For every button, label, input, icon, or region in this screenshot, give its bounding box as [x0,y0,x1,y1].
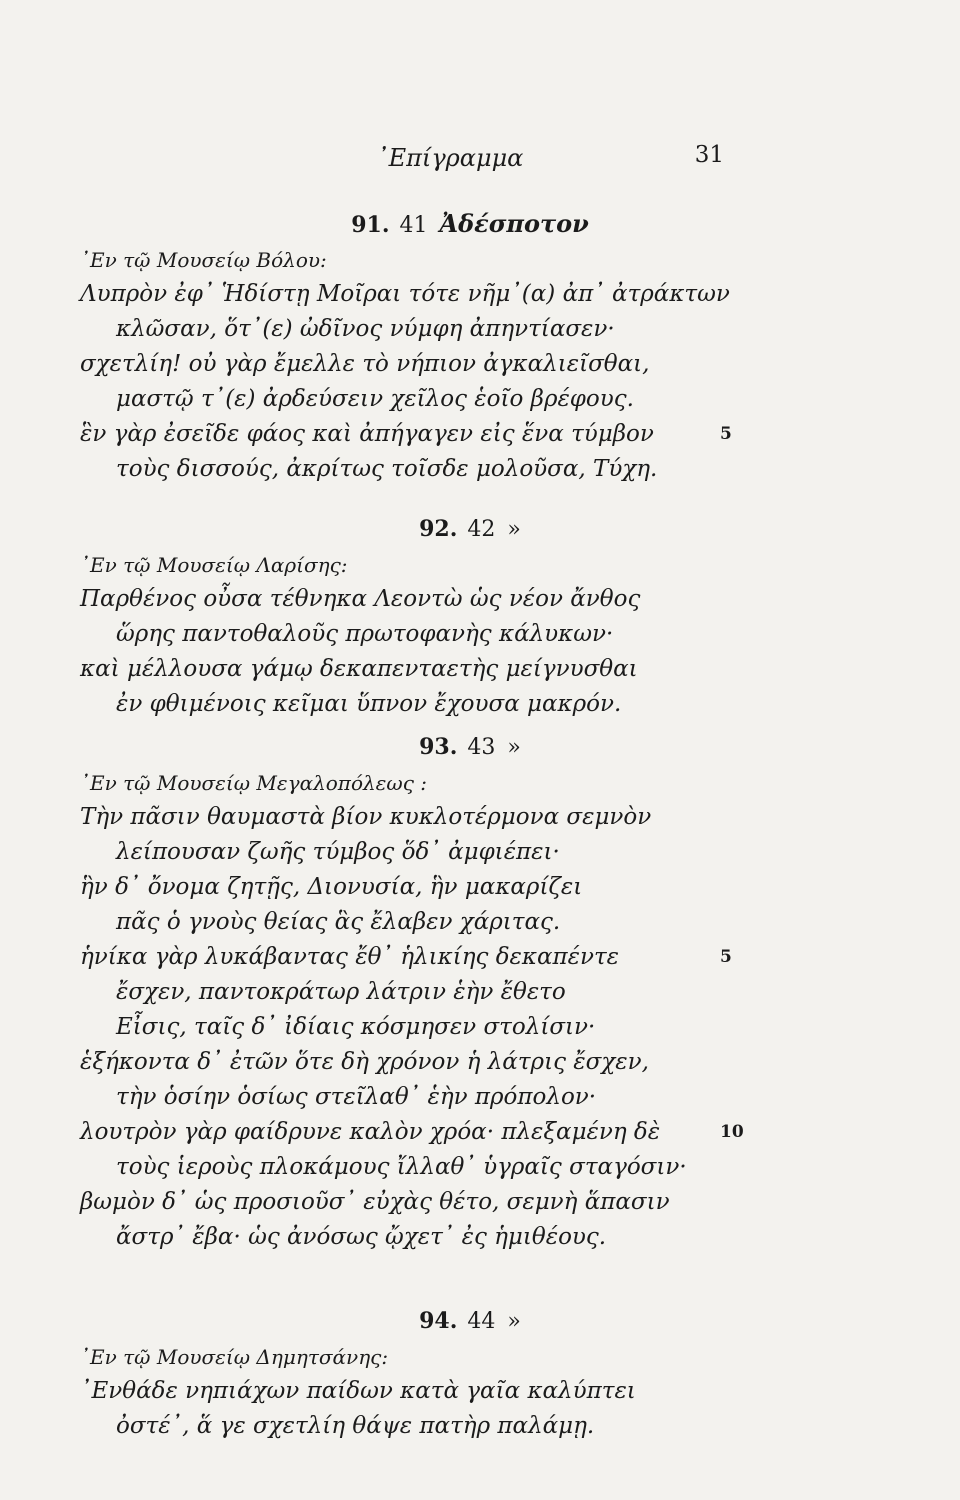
epigram-number: 91. [351,212,390,238]
verse-text: Παρθένος οὖσα τέθνηκα Λεοντὼ ὡς νέον ἄνθος [80,586,641,612]
verse-text: ὥρης παντοθαλοῦς πρωτοφανὴς κάλυκων· [116,621,614,647]
verse-line [80,277,780,312]
running-title: ᾿Επίγραμμα [376,144,524,172]
epigram-ref: 43 [467,735,496,760]
verse-line [80,1010,780,1045]
verse-line [80,1220,780,1255]
line-number: 10 [720,1122,744,1142]
verse-line [80,652,780,687]
epigram-title: » [507,517,521,542]
verse-text: τὴν ὁσίην ὁσίως στεῖλαθ᾿ ἑὴν πρόπολον· [116,1084,597,1110]
epigram-4 [80,1302,780,1444]
verse-line [80,687,780,722]
epigram-heading [160,205,780,243]
verse-line [80,870,780,905]
verse-line [80,582,780,617]
verse-line [80,905,780,940]
verse-text: τοὺς δισσούς, ἀκρίτως τοῖσδε μολοῦσα, Τύχη. [116,456,658,482]
verse-text: ἄστρ᾿ ἔβα· ὡς ἀνόσως ᾤχετ᾿ ἐς ἡμιθέους. [116,1224,607,1250]
epigram-source: ᾿Εν τῷ Μουσείῳ Λαρίσης: [80,553,348,577]
verse-line [80,1374,780,1409]
epigram-number: 93. [419,734,458,760]
verse-line [80,382,780,417]
verse-text: πᾶς ὁ γνοὺς θείας ἃς ἔλαβεν χάριτας. [116,909,561,935]
verse-text: Εἶσις, ταῖς δ᾿ ἰδίαις κόσμησεν στολίσιν· [116,1014,596,1040]
line-number: 5 [720,424,732,444]
page-number: 31 [694,142,724,168]
verse-line [80,940,780,975]
verse-text: ἑξήκοντα δ᾿ ἐτῶν ὅτε δὴ χρόνον ἡ λάτρις ἔσχεν, [80,1049,649,1075]
verse-text: βωμὸν δ᾿ ὡς προσιοῦσ᾿ εὐχὰς θέτο, σεμνὴ ἅπασιν [80,1189,670,1215]
verse-line [80,1409,780,1444]
verse-text: λείπουσαν ζωῆς τύμβος ὅδ᾿ ἀμφιέπει· [116,839,560,865]
epigram-title: » [507,1309,521,1334]
verse-text: τοὺς ἱεροὺς πλοκάμους ἴλλαθ᾿ ὑγραῖς σταγόσιν· [116,1154,687,1180]
verse-line [80,1045,780,1080]
epigram-3 [80,728,780,1255]
epigram-ref: 41 [399,213,428,238]
verse-text: κλῶσαν, ὅτ᾿(ε) ὠδῖνος νύμφη ἀπηντίασεν· [116,316,615,342]
line-number: 5 [720,947,732,967]
verse-text: λουτρὸν γὰρ φαίδρυνε καλὸν χρόα· πλεξαμένη δὲ [80,1119,661,1145]
verse-text: μαστῷ τ᾿(ε) ἀρδεύσειν χεῖλος ἑοῖο βρέφους. [116,386,634,412]
verse-line [80,312,780,347]
verse-text: ἔσχεν, παντοκράτωρ λάτριν ἑὴν ἔθετο [116,979,566,1005]
verse-line [80,800,780,835]
verse-line [80,1115,780,1150]
verse-line [80,975,780,1010]
epigram-heading [160,510,780,548]
verse-text: ὀστέ᾿, ἅ γε σχετλίη θάψε πατὴρ παλάμῃ. [116,1413,595,1439]
verse-text: Τὴν πᾶσιν θαυμαστὰ βίον κυκλοτέρμονα σεμνὸν [80,804,652,830]
verse-line [80,452,780,487]
verse-line [80,1150,780,1185]
running-head [0,138,960,178]
epigram-2 [80,510,780,722]
verse-text: σχετλίη! οὐ γὰρ ἔμελλε τὸ νήπιον ἀγκαλιεῖσθαι, [80,351,650,377]
verse-line [80,1080,780,1115]
verse-line [80,347,780,382]
epigram-heading [160,1302,780,1340]
verse-text: ᾿Ενθάδε νηπιάχων παίδων κατὰ γαῖα καλύπτει [80,1378,636,1404]
epigram-title: » [507,735,521,760]
verse-line [80,617,780,652]
epigram-ref: 42 [467,517,496,542]
verse-text: ἐν φθιμένοις κεῖμαι ὕπνον ἔχουσα μακρόν. [116,691,622,717]
verse-text: Λυπρὸν ἐφ᾿ Ἡδίστῃ Μοῖραι τότε νῆμ᾿(α) ἀπ᾿ ἀτράκτων [80,281,730,307]
verse-text: ἓν γὰρ ἐσεῖδε φάος καὶ ἀπήγαγεν εἰς ἕνα τύμβον [80,421,654,447]
epigram-ref: 44 [467,1309,496,1334]
epigram-title: Ἀδέσποτον [439,209,589,238]
verse-text: καὶ μέλλουσα γάμῳ δεκαπενταετὴς μείγνυσθαι [80,656,638,682]
verse-line [80,1185,780,1220]
epigram-1 [80,205,780,487]
epigram-source: ᾿Εν τῷ Μουσείῳ Δημητσάνης: [80,1345,389,1369]
epigram-source: ᾿Εν τῷ Μουσείῳ Βόλου: [80,248,327,272]
epigram-heading [160,728,780,766]
epigram-source: ᾿Εν τῷ Μουσείῳ Μεγαλοπόλεως : [80,771,428,795]
epigram-number: 92. [419,516,458,542]
verse-text: ἡνίκα γὰρ λυκάβαντας ἔθ᾿ ἡλικίης δεκαπέντε [80,944,620,970]
verse-line [80,835,780,870]
epigram-number: 94. [419,1308,458,1334]
verse-text: ἣν δ᾿ ὄνομα ζητῇς, Διονυσία, ἣν μακαρίζει [80,874,583,900]
verse-line [80,417,780,452]
